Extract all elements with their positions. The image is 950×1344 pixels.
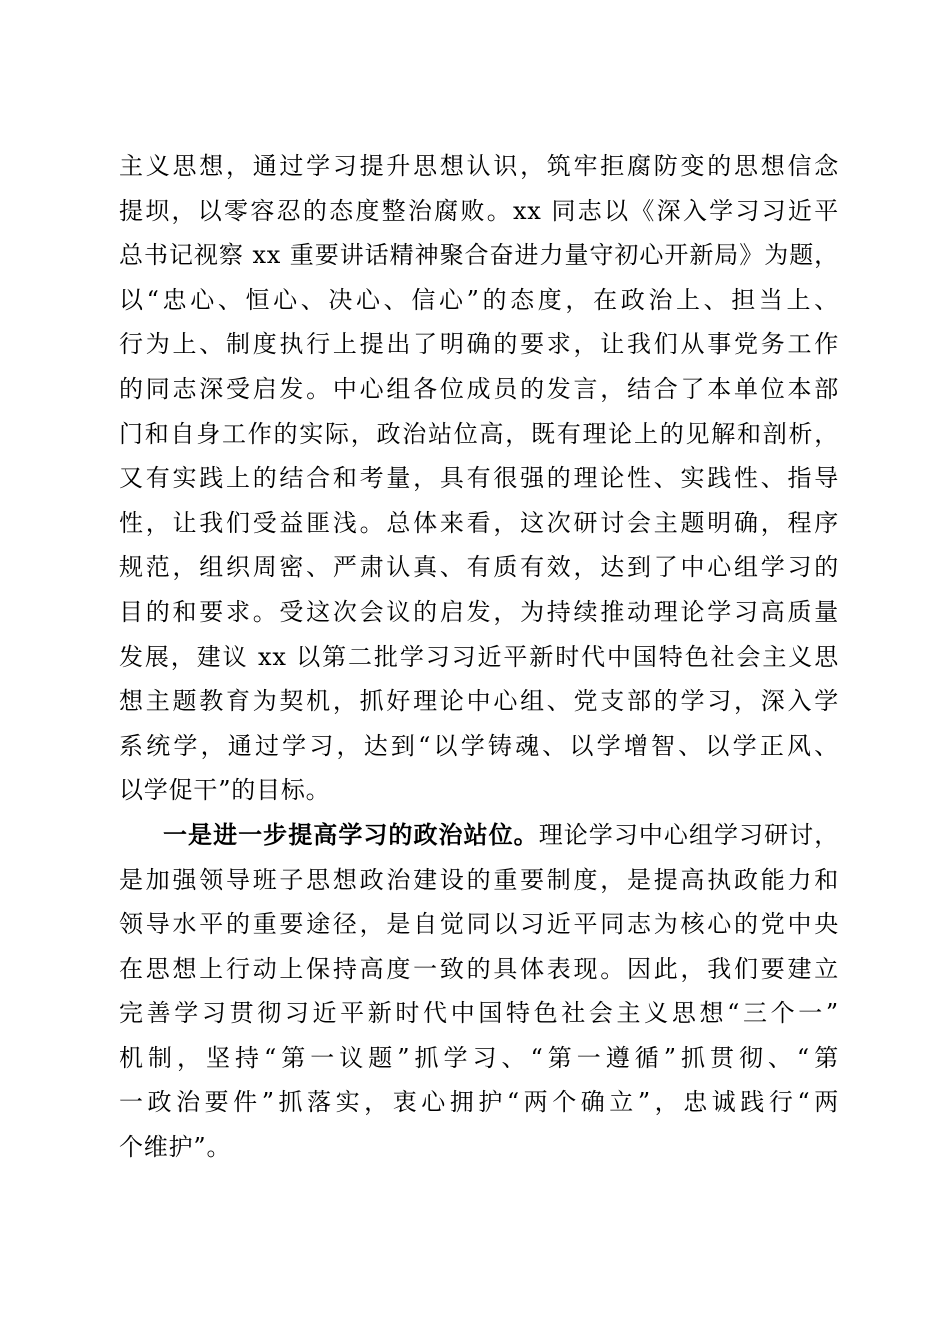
text-line: 完善学习贯彻习近平新时代中国特色社会主义思想“三个一” <box>119 999 839 1028</box>
text-line: 以“忠心、恒心、决心、信心”的态度，在政治上、担当上、 <box>119 285 839 314</box>
text-line: 的同志深受启发。中心组各位成员的发言，结合了本单位本部 <box>119 374 839 403</box>
body-text <box>119 144 839 1170</box>
text-line: 目的和要求。受这次会议的启发，为持续推动理论学习高质量 <box>119 597 839 626</box>
paragraph-2 <box>119 813 839 1170</box>
text-line: 个维护”。 <box>119 1133 232 1162</box>
text-line: 总书记视察 xx 重要讲话精神聚合奋进力量守初心开新局》为题， <box>119 241 839 270</box>
text-line: 提坝，以零容忍的态度整治腐败。xx 同志以《深入学习习近平 <box>119 196 839 225</box>
text-line <box>119 813 839 858</box>
text-line: 领导水平的重要途径，是自觉同以习近平同志为核心的党中央 <box>119 910 839 939</box>
text-line: 又有实践上的结合和考量，具有很强的理论性、实践性、指导 <box>119 464 839 493</box>
paragraph-1 <box>119 144 839 813</box>
text-line: 机制，坚持“第一议题”抓学习、“第一遵循”抓贯彻、“第 <box>119 1043 839 1072</box>
text-line: 系统学，通过学习，达到“以学铸魂、以学增智、以学正风、 <box>119 731 839 760</box>
text-line: 门和自身工作的实际，政治站位高，既有理论上的见解和剖析， <box>119 419 839 448</box>
text-line: 一政治要件”抓落实，衷心拥护“两个确立”，忠诚践行“两 <box>119 1088 839 1117</box>
text-line: 想主题教育为契机，抓好理论中心组、党支部的学习，深入学 <box>119 687 839 716</box>
paragraph-lead-heading: 一是进一步提高学习的政治站位。 <box>163 819 539 849</box>
text-line: 在思想上行动上保持高度一致的具体表现。因此，我们要建立 <box>119 954 839 983</box>
text-line: 以学促干”的目标。 <box>119 776 331 805</box>
text-line: 是加强领导班子思想政治建设的重要制度，是提高执政能力和 <box>119 865 839 894</box>
text-line: 性，让我们受益匪浅。总体来看，这次研讨会主题明确，程序 <box>119 508 839 537</box>
text-line: 主义思想，通过学习提升思想认识，筑牢拒腐防变的思想信念 <box>119 152 839 180</box>
text-span: 理论学习中心组学习研讨， <box>538 820 839 849</box>
text-line: 行为上、制度执行上提出了明确的要求，让我们从事党务工作 <box>119 330 839 359</box>
text-line: 规范，组织周密、严肃认真、有质有效，达到了中心组学习的 <box>119 553 839 582</box>
text-line: 发展，建议 xx 以第二批学习习近平新时代中国特色社会主义思 <box>119 642 839 671</box>
